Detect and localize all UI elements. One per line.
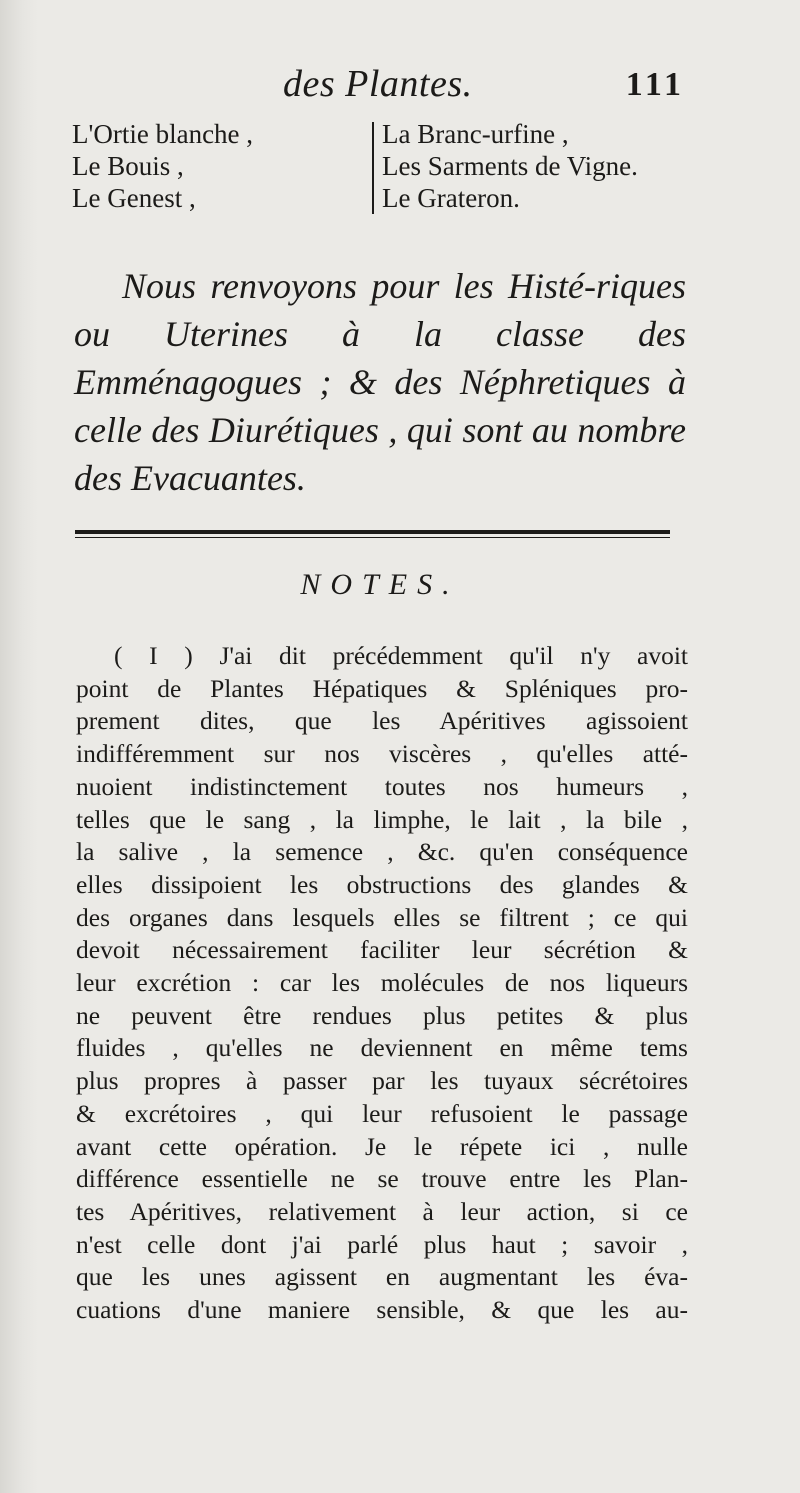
note-line: telles que le sang , la limphe, le lait , la bile , (76, 804, 688, 834)
plant-list-item: L'Ortie blanche , (72, 119, 254, 149)
running-title: des Plantes. (283, 63, 473, 105)
page-header (75, 62, 685, 112)
note-line: point de Plantes Hépatiques & Spléniques pro- (76, 673, 688, 703)
plant-list-item: Les Sarments de Vigne. (382, 151, 638, 181)
intro-paragraph: Nous renvoyons pour les Histé-riques ou Uterines à la classe des Emménagogues ; & des Néphretiques à celle des Diurétiques , qui sont au nombre des Evacuantes. (74, 266, 686, 498)
note-line: tes Apéritives, relativement à leur action, si ce (76, 1196, 688, 1226)
section-rule-thick (75, 530, 670, 534)
plant-list (72, 118, 692, 218)
plant-list-item: La Branc-urfine , (382, 119, 569, 149)
note-line: devoit nécessairement faciliter leur sécrétion & (76, 935, 688, 965)
column-divider (372, 122, 374, 214)
notes-heading: NOTES. (300, 568, 460, 601)
note-line: prement dites, que les Apéritives agissoient (76, 706, 688, 736)
note-line: plus propres à passer par les tuyaux sécrétoires (76, 1066, 688, 1096)
section-rule-thin (75, 537, 670, 538)
note-line: ( I ) J'ai dit précédemment qu'il n'y avoit (114, 641, 688, 670)
plant-list-right-column (382, 118, 682, 218)
note-line: elles dissipoient les obstructions des glandes & (76, 869, 688, 899)
note-line: indifféremment sur nos viscères , qu'elles atté- (76, 739, 688, 769)
note-line: la salive , la semence , &c. qu'en conséquence (76, 837, 688, 867)
note-line: avant cette opération. Je le répete ici , nulle (76, 1131, 688, 1161)
note-line: des organes dans lesquels elles se filtrent ; ce qui (76, 902, 688, 932)
note-line: que les unes agissent en augmentant les éva- (76, 1262, 688, 1292)
page-number: 111 (625, 66, 685, 103)
plant-list-item: Le Grateron. (382, 183, 520, 213)
note-line: cuations d'une maniere sensible, & que les au- (76, 1295, 688, 1325)
note-line: leur excrétion : car les molécules de nos liqueurs (76, 968, 688, 998)
note-line: n'est celle dont j'ai parlé plus haut ; savoir , (76, 1229, 688, 1259)
note-line: fluides , qu'elles ne deviennent en même tems (76, 1033, 688, 1063)
plant-list-item: Le Genest , (72, 183, 196, 213)
plant-list-left-column (72, 118, 372, 218)
plant-list-item: Le Bouis , (72, 151, 184, 181)
page-gutter-shadow (0, 0, 38, 1493)
note-line: ne peuvent être rendues plus petites & plus (76, 1000, 688, 1030)
note-line: différence essentielle ne se trouve entre les Plan- (76, 1164, 688, 1194)
note-line: nuoient indistinctement toutes nos humeurs , (76, 771, 688, 801)
note-body (76, 640, 688, 1327)
note-line: & excrétoires , qui leur refusoient le passage (76, 1098, 688, 1128)
